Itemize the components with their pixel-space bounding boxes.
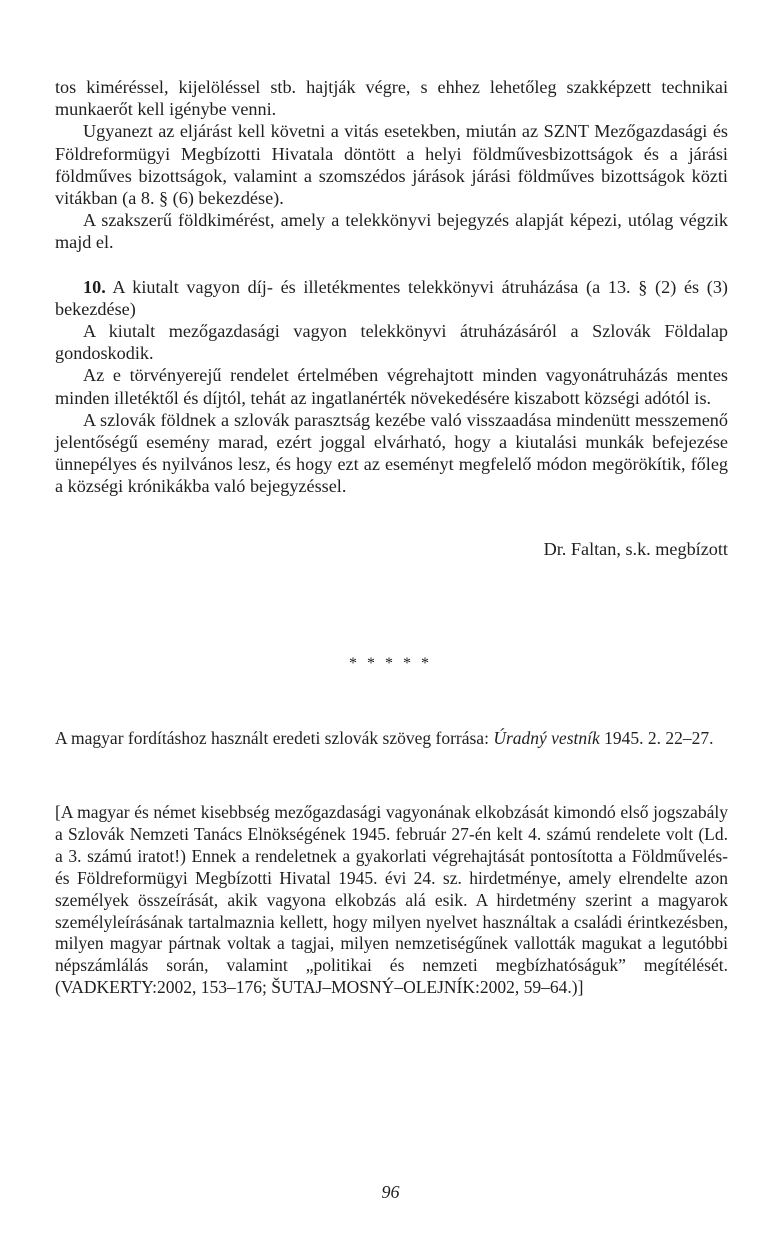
source-prefix: A magyar fordításhoz használt eredeti szlovák szöveg forrása:	[55, 728, 494, 748]
paragraph-transfer: A kiutalt mezőgazdasági vagyon telekkönyvi átruházásáról a Szlovák Földalap gondoskodik.	[55, 321, 728, 364]
source-note	[55, 728, 728, 750]
page-number: 96	[381, 1182, 400, 1202]
separator-stars: * * * * *	[349, 655, 432, 672]
paragraph-disputes: Ugyanezt az eljárást kell követni a vitás esetekben, miután az SZNT Mezőgazdasági és Földreformügyi Megbízotti Hivatala döntött a helyi földművesbizottságok és a járási földműves bizottságok, valamint a szomszédos járások járási földműves bizottságok közti vitákban (a 8. § (6) bekezdése).	[55, 121, 728, 209]
section-number: 10.	[83, 276, 106, 297]
source-line	[55, 728, 728, 750]
signature: Dr. Faltan, s.k. megbízott	[543, 538, 728, 559]
paragraph-significance: A szlovák földnek a szlovák parasztság kezébe való visszaadása mindenütt messzemenő jelentőségű esemény marad, ezért joggal elvárható, hogy a kiutalási munkák befejezése ünnepélyes és nyilvános lesz, és hogy ezt az eseményt megfelelő módon megörökítik, főleg a községi krónikákba való bejegyzéssel.	[55, 409, 728, 497]
editorial-note-text: [A magyar és német kisebbség mezőgazdasági vagyonának elkobzását kimondó első jogszabály a Szlovák Nemzeti Tanács Elnökségének 1945. február 27-én kelt 4. számú rendelete volt (Ld. a 3. számú iratot!) Ennek a rendeletnek a gyakorlati végrehajtását pontosította a Földművelés- és Földreformügyi Megbízotti Hivatal 1945. évi 24. sz. hirdetménye, amely elrendelte azon személyek összeírását, akik vagyona elkobzás alá esik. A hirdetmény szerint a magyarok személyleírásának tartalmaznia kellett, hogy milyen nyelvet használtak a családi érintkezésben, milyen magyar pártnak voltak a tagjai, milyen nemzetiségűnek vallották magukat a legutóbbi népszámlálás során, valamint „politikai és nemzeti megbízhatóságuk” megítélését. (VADKERTY:2002, 153–176; ŠUTAJ–MOSNÝ–OLEJNÍK:2002, 59–64.)]	[55, 802, 728, 998]
paragraph-land-survey: A szakszerű földkimérést, amely a telekkönyvi bejegyzés alapját képezi, utólag végzik majd el.	[55, 210, 728, 253]
paragraph-exemption: Az e törvényerejű rendelet értelmében végrehajtott minden vagyonátruházás mentes minden illetéktől és díjtól, tehát az ingatlanérték növekedésére kiszabott községi adótól is.	[55, 365, 728, 408]
section-heading	[55, 276, 728, 320]
main-text	[55, 76, 728, 560]
source-title: Úradný vestník	[493, 728, 600, 748]
paragraph-continuation: tos kiméréssel, kijelöléssel stb. hajtják végre, s ehhez lehetőleg szakképzett technikai munkaerőt kell igénybe venni.	[55, 77, 728, 120]
editorial-note	[55, 802, 728, 999]
section-heading-text: A kiutalt vagyon díj- és illetékmentes telekkönyvi átruházása (a 13. § (2) és (3) bekezdése)	[55, 276, 728, 319]
source-suffix: 1945. 2. 22–27.	[599, 728, 714, 748]
